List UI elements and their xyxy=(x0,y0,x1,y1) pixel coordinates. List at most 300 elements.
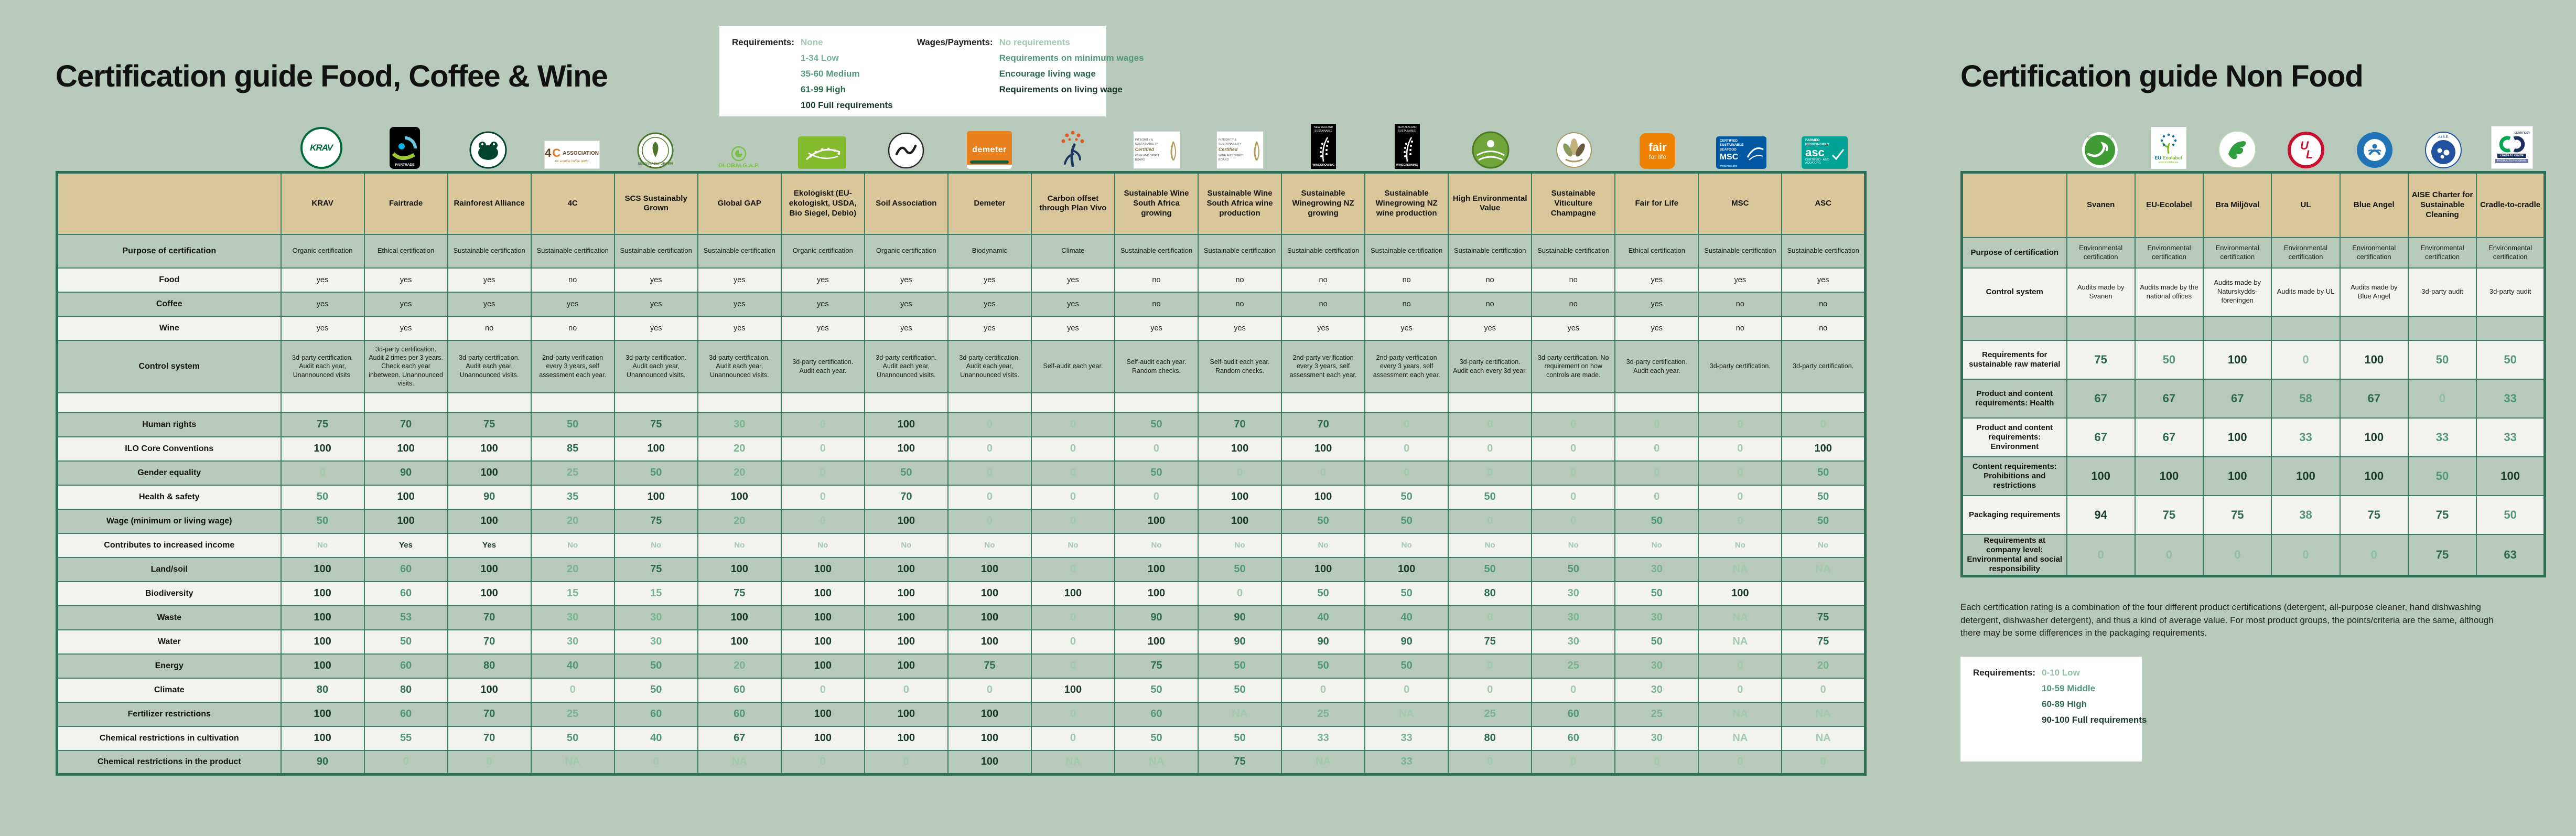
table-cell: no xyxy=(1281,268,1365,292)
table-cell: yes xyxy=(781,292,865,316)
table-cell: 100 xyxy=(2271,457,2340,496)
table-cell: 50 xyxy=(615,461,698,485)
table-cell: 0 xyxy=(781,437,865,461)
table-cell: 100 xyxy=(281,606,364,630)
table-cell: 90 xyxy=(448,485,531,509)
table-cell: Sustainable certification xyxy=(698,234,781,268)
table-cell: yes xyxy=(1615,268,1698,292)
table-cell: no xyxy=(1365,268,1448,292)
row-label: Requirements at company level: Environmental and social responsibility xyxy=(1962,534,2067,576)
table-cell: 0 xyxy=(1031,413,1115,437)
table-cell: 33 xyxy=(1365,751,1448,775)
table-cell: 0 xyxy=(1031,509,1115,533)
table-cell: 90 xyxy=(364,461,448,485)
right-legend-box xyxy=(1960,657,2147,762)
table-cell: 0 xyxy=(1365,461,1448,485)
column-header: AISE Charter for Sustainable Cleaning xyxy=(2408,173,2476,238)
row-label: Control system xyxy=(1962,268,2067,316)
table-cell: 0 xyxy=(1031,702,1115,726)
table-cell: 60 xyxy=(615,702,698,726)
table-cell xyxy=(364,393,448,413)
asc-logo: FARMED RESPONSIBLY asc CERTIFIED · ASC-AQUA.ORG xyxy=(1802,136,1848,169)
table-cell: 0 xyxy=(1698,678,1782,702)
table-cell: 80 xyxy=(1448,726,1532,751)
table-cell: 0 xyxy=(1365,678,1448,702)
column-header: Sustainable Wine South Africa wine production xyxy=(1198,173,1281,234)
table-cell: 3d-party certification. Audit each year, Unannounced visits. xyxy=(281,340,364,393)
table-cell: 100 xyxy=(1115,558,1198,582)
column-header: Sustainable Winegrowing NZ wine production xyxy=(1365,173,1448,234)
table-cell xyxy=(615,393,698,413)
table-cell: Organic certification xyxy=(865,234,948,268)
column-header: Global GAP xyxy=(698,173,781,234)
table-cell: 0 xyxy=(1698,437,1782,461)
table-cell: 0 xyxy=(2135,534,2203,576)
table-cell: 80 xyxy=(281,678,364,702)
krav-logo: KRAV xyxy=(300,127,342,169)
table-cell xyxy=(531,393,615,413)
table-cell: 60 xyxy=(364,654,448,678)
row-label: Waste xyxy=(57,606,281,630)
table-cell: 0 xyxy=(1615,437,1698,461)
column-header: ASC xyxy=(1782,173,1865,234)
table-cell: NA xyxy=(1782,558,1865,582)
table-cell: 0 xyxy=(1782,751,1865,775)
table-cell: Sustainable certification xyxy=(1198,234,1281,268)
table-cell: 20 xyxy=(531,558,615,582)
table-cell: 0 xyxy=(2271,340,2340,379)
column-header: Fairtrade xyxy=(364,173,448,234)
logo-slot xyxy=(1115,131,1198,169)
row-label: Control system xyxy=(57,340,281,393)
table-cell: 100 xyxy=(1115,582,1198,606)
table-cell: NA xyxy=(1782,726,1865,751)
table-cell: No xyxy=(281,533,364,558)
table-cell: 100 xyxy=(781,654,865,678)
table-cell: 50 xyxy=(1198,654,1281,678)
table-cell: 40 xyxy=(531,654,615,678)
table-cell: No xyxy=(948,533,1031,558)
table-cell: yes xyxy=(1448,316,1532,340)
table-cell: No xyxy=(1782,533,1865,558)
table-cell: 75 xyxy=(615,558,698,582)
table-cell: yes xyxy=(865,268,948,292)
table-cell: yes xyxy=(615,316,698,340)
table-cell: 100 xyxy=(865,582,948,606)
table-cell: 70 xyxy=(448,606,531,630)
table-cell: 30 xyxy=(615,630,698,654)
table-cell: 20 xyxy=(698,654,781,678)
table-row xyxy=(1962,238,2545,268)
table-cell: 100 xyxy=(1031,582,1115,606)
table-cell: 58 xyxy=(2271,379,2340,418)
table-cell: 100 xyxy=(865,702,948,726)
table-cell: 0 xyxy=(948,437,1031,461)
table-cell xyxy=(1782,393,1865,413)
table-cell: yes xyxy=(1365,316,1448,340)
logo-slot xyxy=(1783,136,1866,169)
table-cell xyxy=(948,393,1031,413)
logo-slot xyxy=(2134,127,2203,169)
table-cell: 3d-party certification. No requirement on how controls are made. xyxy=(1532,340,1615,393)
table-cell: no xyxy=(1281,292,1365,316)
table-cell: no xyxy=(448,316,531,340)
column-header: Soil Association xyxy=(865,173,948,234)
table-cell: yes xyxy=(615,268,698,292)
table-row xyxy=(57,678,1866,702)
table-cell: 0 xyxy=(781,461,865,485)
table-cell: 25 xyxy=(1448,702,1532,726)
table-cell: 50 xyxy=(2476,340,2545,379)
svanen-logo xyxy=(2081,131,2119,169)
table-cell: 100 xyxy=(448,678,531,702)
table-cell: yes xyxy=(698,268,781,292)
table-cell: Ethical certification xyxy=(364,234,448,268)
table-cell: 75 xyxy=(2203,496,2271,534)
table-cell: 100 xyxy=(281,437,364,461)
table-cell: 100 xyxy=(448,582,531,606)
table-cell: Sustainable certification xyxy=(1782,234,1865,268)
right-page-title: Certification guide Non Food xyxy=(1960,59,2363,93)
table-cell: 0 xyxy=(1448,413,1532,437)
table-cell: no xyxy=(1198,268,1281,292)
table-cell: 70 xyxy=(364,413,448,437)
table-cell: yes xyxy=(1115,316,1198,340)
table-cell: yes xyxy=(1782,268,1865,292)
row-label: Fertilizer restrictions xyxy=(57,702,281,726)
row-label: Chemical restrictions in the product xyxy=(57,751,281,775)
table-row xyxy=(57,316,1866,340)
table-cell: 75 xyxy=(1198,751,1281,775)
bra-miljoval-logo xyxy=(2218,130,2257,169)
table-cell: 30 xyxy=(1615,678,1698,702)
table-cell: 50 xyxy=(2476,496,2545,534)
non-food-table xyxy=(1960,171,2546,577)
table-row xyxy=(1962,534,2545,576)
table-cell: Environmental certification xyxy=(2203,238,2271,268)
svg-text:SUSTAINABLY GROWN: SUSTAINABLY GROWN xyxy=(638,163,673,166)
table-cell: 75 xyxy=(1782,630,1865,654)
table-cell: 100 xyxy=(1198,509,1281,533)
demeter-logo: demeter xyxy=(967,131,1012,169)
table-cell: 100 xyxy=(948,558,1031,582)
table-cell: 25 xyxy=(531,702,615,726)
row-label: Climate xyxy=(57,678,281,702)
table-cell: 50 xyxy=(1365,582,1448,606)
swnz-growing-logo: NEW ZEALAND SUSTAINABLE WINEGROWING xyxy=(1311,124,1336,169)
table-row xyxy=(57,630,1866,654)
table-row xyxy=(57,558,1866,582)
wages-legend xyxy=(917,35,1144,108)
table-cell: 0 xyxy=(1448,437,1532,461)
table-cell xyxy=(2340,316,2408,340)
table-cell: 0 xyxy=(1532,437,1615,461)
table-cell: No xyxy=(1115,533,1198,558)
logo-slot xyxy=(2203,130,2271,169)
table-cell: 0 xyxy=(1532,485,1615,509)
header-empty-cell xyxy=(1962,173,2067,238)
table-cell: yes xyxy=(698,316,781,340)
table-cell: 75 xyxy=(1448,630,1532,654)
table-cell: 0 xyxy=(1698,654,1782,678)
table-cell: 100 xyxy=(2135,457,2203,496)
row-label: Product and content requirements: Health xyxy=(1962,379,2067,418)
table-cell: 0 xyxy=(1281,678,1365,702)
table-cell: NA xyxy=(531,751,615,775)
table-cell: 75 xyxy=(615,413,698,437)
table-cell: 30 xyxy=(1532,582,1615,606)
row-label: Wage (minimum or living wage) xyxy=(57,509,281,533)
table-cell: 67 xyxy=(2340,379,2408,418)
legend-item: 61-99 High xyxy=(801,84,846,94)
table-cell: 25 xyxy=(1615,702,1698,726)
table-cell: 0 xyxy=(364,751,448,775)
table-cell: 3d-party certification. Audit 2 times per 3 years. Check each year inbetween. Unannounced visits. xyxy=(364,340,448,393)
logo-slot xyxy=(1532,131,1615,169)
table-cell: 100 xyxy=(2340,457,2408,496)
table-cell: 30 xyxy=(615,606,698,630)
table-cell: 50 xyxy=(1782,485,1865,509)
table-cell: 0 xyxy=(281,461,364,485)
table-cell: 40 xyxy=(1281,606,1365,630)
table-cell: 75 xyxy=(2135,496,2203,534)
table-cell: 0 xyxy=(1365,413,1448,437)
table-cell: 100 xyxy=(865,606,948,630)
table-cell: 100 xyxy=(865,654,948,678)
table-cell: 100 xyxy=(1115,509,1198,533)
table-row xyxy=(57,340,1866,393)
table-cell xyxy=(2271,316,2340,340)
table-cell: Sustainable certification xyxy=(1698,234,1782,268)
table-cell: 100 xyxy=(698,558,781,582)
table-cell: 0 xyxy=(1448,461,1532,485)
table-cell xyxy=(1782,582,1865,606)
table-cell: Sustainable certification xyxy=(1365,234,1448,268)
table-cell: No xyxy=(1532,533,1615,558)
table-cell: 100 xyxy=(615,485,698,509)
table-cell: 50 xyxy=(1782,509,1865,533)
table-cell: 30 xyxy=(1532,606,1615,630)
table-cell: 100 xyxy=(448,437,531,461)
table-cell: 75 xyxy=(1782,606,1865,630)
table-cell: 50 xyxy=(1365,509,1448,533)
table-cell: 100 xyxy=(1281,558,1365,582)
logo-slot xyxy=(2340,131,2409,169)
table-cell: 3d-party certification. Audit each year, Unannounced visits. xyxy=(615,340,698,393)
table-cell: 67 xyxy=(698,726,781,751)
table-cell: 100 xyxy=(1281,437,1365,461)
logo-slot xyxy=(1449,131,1532,169)
table-cell: 100 xyxy=(2203,457,2271,496)
table-cell: 60 xyxy=(698,702,781,726)
table-cell: 0 xyxy=(2271,534,2340,576)
column-header: Sustainable Viticulture Champagne xyxy=(1532,173,1615,234)
table-cell xyxy=(281,393,364,413)
row-label: Coffee xyxy=(57,292,281,316)
table-cell: 50 xyxy=(2408,457,2476,496)
table-cell: 0 xyxy=(1698,509,1782,533)
table-cell: Sustainable certification xyxy=(615,234,698,268)
left-page-title: Certification guide Food, Coffee & Wine xyxy=(56,59,608,93)
logo-slot xyxy=(1198,131,1281,169)
legend-item: 35-60 Medium xyxy=(801,69,860,79)
table-cell: 0 xyxy=(781,678,865,702)
table-cell: no xyxy=(1198,292,1281,316)
table-cell: Environmental certification xyxy=(2408,238,2476,268)
table-cell: 100 xyxy=(2476,457,2545,496)
table-cell: Sustainable certification xyxy=(531,234,615,268)
table-cell: Yes xyxy=(448,533,531,558)
table-cell: 50 xyxy=(1448,485,1532,509)
svg-text:L: L xyxy=(2305,148,2313,161)
table-cell: 33 xyxy=(2271,418,2340,457)
legend-item: Requirements on minimum wages xyxy=(999,53,1144,63)
column-header-row xyxy=(1962,173,2545,238)
table-cell: 40 xyxy=(615,726,698,751)
table-cell: 50 xyxy=(1115,726,1198,751)
table-cell: 25 xyxy=(1532,654,1615,678)
logo-slot xyxy=(947,131,1031,169)
table-cell xyxy=(1031,393,1115,413)
table-row xyxy=(57,292,1866,316)
table-row xyxy=(57,413,1866,437)
table-cell: No xyxy=(1281,533,1365,558)
table-cell: No xyxy=(698,533,781,558)
table-cell: 38 xyxy=(2271,496,2340,534)
table-cell: 20 xyxy=(531,509,615,533)
table-cell: 60 xyxy=(364,582,448,606)
logo-slot xyxy=(363,127,446,169)
right-requirements-legend xyxy=(1973,665,2147,728)
table-row xyxy=(57,393,1866,413)
table-cell: 100 xyxy=(1281,485,1365,509)
table-cell: 70 xyxy=(448,630,531,654)
table-cell xyxy=(1281,393,1365,413)
table-cell: 3d-party certification. Audit each every 3d year. xyxy=(1448,340,1532,393)
table-cell: Sustainable certification xyxy=(1448,234,1532,268)
table-cell: NA xyxy=(1281,751,1365,775)
table-cell: 0 xyxy=(1532,751,1615,775)
table-cell: 50 xyxy=(615,654,698,678)
table-cell: 0 xyxy=(2408,379,2476,418)
table-cell: 100 xyxy=(281,702,364,726)
table-cell: 30 xyxy=(1615,606,1698,630)
table-cell: 100 xyxy=(865,630,948,654)
row-label: Gender equality xyxy=(57,461,281,485)
table-cell: 33 xyxy=(1365,726,1448,751)
table-cell: Audits made by UL xyxy=(2271,268,2340,316)
table-cell: Self-audit each year. xyxy=(1031,340,1115,393)
table-row xyxy=(1962,418,2545,457)
table-cell: 80 xyxy=(1448,582,1532,606)
svg-text:U: U xyxy=(2300,139,2309,152)
table-cell: 2nd-party verification every 3 years, self assessment each year. xyxy=(1365,340,1448,393)
table-cell: NA xyxy=(1031,751,1115,775)
table-cell: 70 xyxy=(865,485,948,509)
table-cell: 33 xyxy=(2476,418,2545,457)
table-cell: 0 xyxy=(781,509,865,533)
msc-logo: CERTIFIED SUSTAINABLE SEAFOOD MSC www.msc.org xyxy=(1716,136,1766,169)
table-cell: 100 xyxy=(364,509,448,533)
legend-item: 60-89 High xyxy=(2042,699,2087,709)
table-cell: yes xyxy=(364,268,448,292)
table-row xyxy=(57,437,1866,461)
table-cell: 50 xyxy=(1281,509,1365,533)
table-cell: 100 xyxy=(948,702,1031,726)
table-cell: 2nd-party verification every 3 years, self assessment each year. xyxy=(1281,340,1365,393)
row-label: Water xyxy=(57,630,281,654)
table-cell: 3d-party certification. xyxy=(1782,340,1865,393)
table-cell: no xyxy=(1115,268,1198,292)
legend-item: No requirements xyxy=(999,37,1070,47)
table-cell: No xyxy=(1198,533,1281,558)
table-cell: 80 xyxy=(448,654,531,678)
table-cell xyxy=(448,393,531,413)
table-cell: 100 xyxy=(698,485,781,509)
table-cell: 60 xyxy=(1532,726,1615,751)
table-cell: 100 xyxy=(865,437,948,461)
scs-logo xyxy=(637,132,674,169)
table-cell: yes xyxy=(1198,316,1281,340)
table-cell: 75 xyxy=(1115,654,1198,678)
table-cell: yes xyxy=(281,268,364,292)
header-empty-cell xyxy=(57,173,281,234)
table-cell: Organic certification xyxy=(281,234,364,268)
table-row xyxy=(57,654,1866,678)
table-cell: 0 xyxy=(1448,606,1532,630)
logo-slot xyxy=(530,141,613,169)
table-cell: 100 xyxy=(781,606,865,630)
table-cell: 0 xyxy=(865,678,948,702)
table-cell: 75 xyxy=(448,413,531,437)
table-cell: 50 xyxy=(1782,461,1865,485)
table-cell: yes xyxy=(448,292,531,316)
table-cell: no xyxy=(1365,292,1448,316)
logo-slot xyxy=(613,132,697,169)
table-cell: 30 xyxy=(1615,654,1698,678)
table-cell: 3d-party audit xyxy=(2408,268,2476,316)
table-cell: 100 xyxy=(948,606,1031,630)
row-label: Product and content requirements: Environment xyxy=(1962,418,2067,457)
table-cell xyxy=(1698,393,1782,413)
table-cell: Environmental certification xyxy=(2135,238,2203,268)
left-legend-box xyxy=(719,26,1144,116)
table-cell: 100 xyxy=(281,654,364,678)
table-cell: 90 xyxy=(1198,606,1281,630)
table-cell: 60 xyxy=(364,702,448,726)
legend-item: 100 Full requirements xyxy=(801,100,893,110)
table-cell: 40 xyxy=(1365,606,1448,630)
table-cell: 50 xyxy=(364,630,448,654)
row-label: Packaging requirements xyxy=(1962,496,2067,534)
logo-slot xyxy=(1282,124,1365,169)
table-cell: 50 xyxy=(1448,558,1532,582)
table-cell: 90 xyxy=(1115,606,1198,630)
table-cell: yes xyxy=(448,268,531,292)
logo-slot xyxy=(1616,133,1699,169)
logo-slot xyxy=(279,127,363,169)
table-row xyxy=(1962,268,2545,316)
table-cell: 0 xyxy=(781,751,865,775)
table-cell: 50 xyxy=(1615,630,1698,654)
table-row xyxy=(57,533,1866,558)
table-cell: no xyxy=(1698,292,1782,316)
table-cell: NA xyxy=(1698,702,1782,726)
table-cell: 0 xyxy=(2067,534,2135,576)
table-cell: 0 xyxy=(1532,678,1615,702)
legend-item: 1-34 Low xyxy=(801,53,839,63)
table-cell: yes xyxy=(865,316,948,340)
